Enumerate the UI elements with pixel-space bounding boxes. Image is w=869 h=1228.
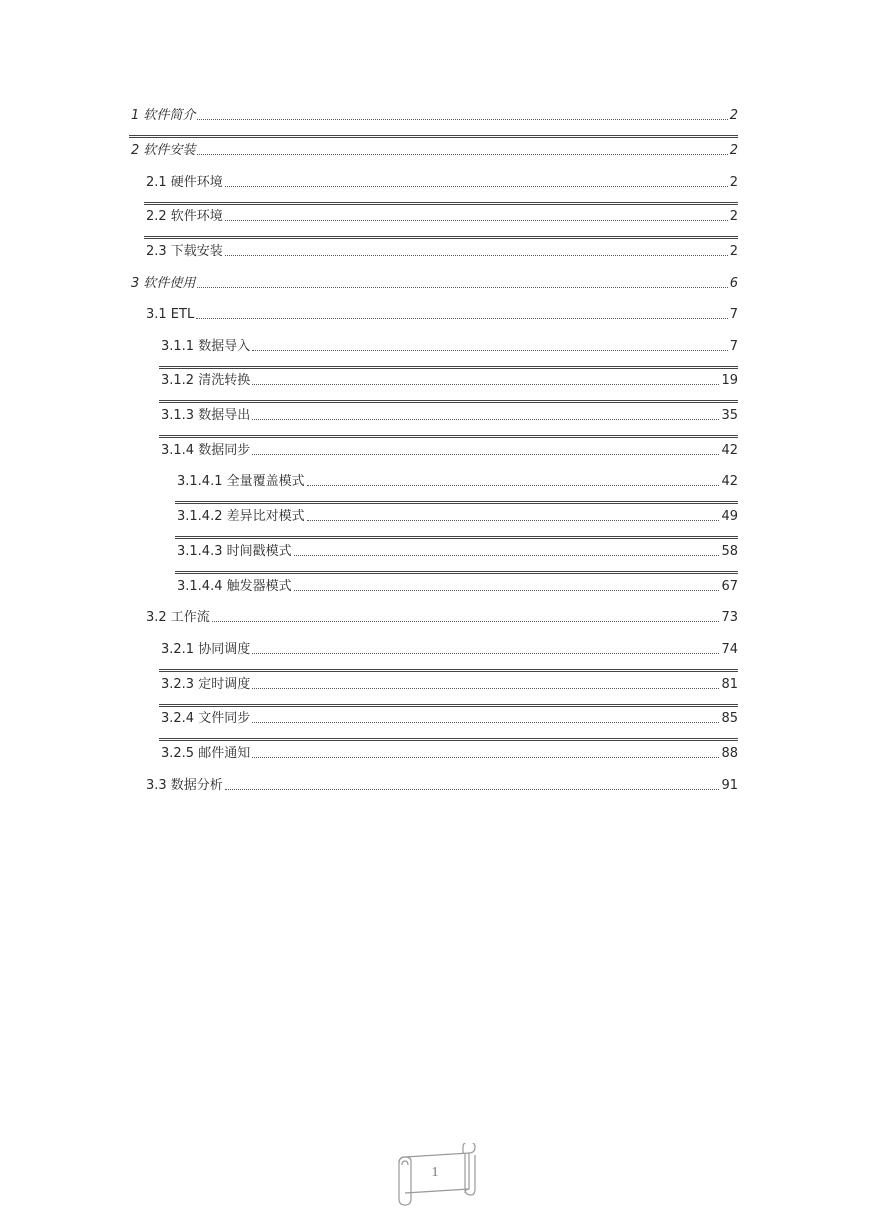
dot-leader bbox=[252, 688, 719, 689]
separator-line bbox=[144, 236, 738, 239]
toc-entry-page: 2 bbox=[729, 108, 738, 123]
toc-entry-page: 81 bbox=[721, 677, 738, 692]
toc-entry-title: 3.1.4.1 全量覆盖模式 bbox=[177, 474, 305, 489]
dot-leader bbox=[307, 485, 720, 486]
toc-entry-title: 3.1.4 数据同步 bbox=[161, 443, 251, 458]
toc-entry-title: 2.1 硬件环境 bbox=[146, 175, 223, 190]
dot-leader bbox=[196, 318, 728, 319]
toc-entry-title: 3.1.3 数据导出 bbox=[161, 408, 251, 423]
toc-entry[interactable] bbox=[161, 673, 738, 693]
toc-entry-page: 73 bbox=[721, 610, 738, 625]
dot-leader bbox=[252, 350, 728, 351]
toc-entry-title: 3.2.3 定时调度 bbox=[161, 677, 251, 692]
toc-entry-title: 1 软件简介 bbox=[131, 108, 196, 123]
separator-line bbox=[159, 669, 738, 672]
dot-leader bbox=[197, 154, 727, 155]
toc-entry-title: 3.1.1 数据导入 bbox=[161, 339, 251, 354]
toc-entry[interactable] bbox=[146, 606, 738, 626]
toc-entry[interactable] bbox=[146, 240, 738, 260]
dot-leader bbox=[197, 119, 727, 120]
dot-leader bbox=[225, 255, 728, 256]
page-number: 1 bbox=[431, 1165, 439, 1180]
toc-entry-title: 3.1 ETL bbox=[146, 307, 195, 322]
toc-entry-page: 7 bbox=[729, 307, 738, 322]
toc-entry-page: 2 bbox=[729, 175, 738, 190]
toc-entry[interactable] bbox=[146, 303, 738, 323]
toc-entry[interactable] bbox=[161, 369, 738, 389]
toc-entry-page: 49 bbox=[721, 509, 738, 524]
dot-leader bbox=[294, 590, 720, 591]
toc-entry-page: 2 bbox=[729, 209, 738, 224]
toc-entry-page: 42 bbox=[721, 443, 738, 458]
toc-entry-title: 3.1.4.2 差异比对模式 bbox=[177, 509, 305, 524]
dot-leader bbox=[225, 789, 720, 790]
dot-leader bbox=[252, 454, 719, 455]
toc-entry-page: 35 bbox=[721, 408, 738, 423]
toc-entry[interactable] bbox=[177, 540, 738, 560]
dot-leader bbox=[225, 220, 728, 221]
toc-entry[interactable] bbox=[177, 505, 738, 525]
toc-entry-title: 2.3 下载安装 bbox=[146, 244, 223, 259]
toc-entry[interactable] bbox=[161, 404, 738, 424]
toc-entry[interactable] bbox=[146, 205, 738, 225]
toc-entry[interactable] bbox=[131, 272, 738, 292]
toc-entry-page: 2 bbox=[729, 143, 738, 158]
toc-entry-page: 74 bbox=[721, 642, 738, 657]
separator-line bbox=[175, 571, 738, 574]
separator-line bbox=[159, 400, 738, 403]
toc-entry-title: 3.2 工作流 bbox=[146, 610, 210, 625]
toc-entry[interactable] bbox=[161, 638, 738, 658]
toc-entry[interactable] bbox=[161, 707, 738, 727]
toc-entry-page: 2 bbox=[729, 244, 738, 259]
toc-entry-title: 2 软件安装 bbox=[131, 143, 196, 158]
dot-leader bbox=[252, 653, 719, 654]
toc-entry-page: 7 bbox=[729, 339, 738, 354]
separator-line bbox=[159, 738, 738, 741]
toc-entry-page: 19 bbox=[721, 373, 738, 388]
dot-leader bbox=[212, 621, 720, 622]
separator-line bbox=[175, 501, 738, 504]
toc-entry-title: 2.2 软件环境 bbox=[146, 209, 223, 224]
toc-entry-title: 3.3 数据分析 bbox=[146, 778, 223, 793]
dot-leader bbox=[294, 555, 720, 556]
toc-entry-title: 3.2.4 文件同步 bbox=[161, 711, 251, 726]
toc-entry-page: 85 bbox=[721, 711, 738, 726]
toc-entry[interactable] bbox=[177, 575, 738, 595]
dot-leader bbox=[225, 186, 728, 187]
toc-entry[interactable] bbox=[131, 139, 738, 159]
toc-entry-title: 3.2.1 协同调度 bbox=[161, 642, 251, 657]
dot-leader bbox=[197, 287, 727, 288]
toc-entry-title: 3.2.5 邮件通知 bbox=[161, 746, 251, 761]
toc-entry-page: 6 bbox=[729, 276, 738, 291]
page-number-scroll bbox=[393, 1143, 477, 1207]
toc-entry[interactable] bbox=[146, 774, 738, 794]
dot-leader bbox=[252, 757, 719, 758]
toc-entry-page: 58 bbox=[721, 544, 738, 559]
toc-entry[interactable] bbox=[131, 104, 738, 124]
toc-entry-page: 67 bbox=[721, 579, 738, 594]
toc-entry[interactable] bbox=[161, 335, 738, 355]
toc-entry[interactable] bbox=[146, 171, 738, 191]
toc-entry-page: 91 bbox=[721, 778, 738, 793]
toc-entry[interactable] bbox=[177, 470, 738, 490]
separator-line bbox=[129, 135, 738, 138]
dot-leader bbox=[252, 722, 719, 723]
toc-entry-title: 3.1.4.4 触发器模式 bbox=[177, 579, 292, 594]
toc-entry-page: 42 bbox=[721, 474, 738, 489]
toc-entry[interactable] bbox=[161, 439, 738, 459]
toc-entry-page: 88 bbox=[721, 746, 738, 761]
toc-entry-title: 3.1.2 清洗转换 bbox=[161, 373, 251, 388]
separator-line bbox=[159, 435, 738, 438]
separator-line bbox=[175, 536, 738, 539]
dot-leader bbox=[252, 419, 719, 420]
dot-leader bbox=[307, 520, 720, 521]
toc-entry[interactable] bbox=[161, 742, 738, 762]
dot-leader bbox=[252, 384, 719, 385]
toc-entry-title: 3.1.4.3 时间戳模式 bbox=[177, 544, 292, 559]
toc-entry-title: 3 软件使用 bbox=[131, 276, 196, 291]
